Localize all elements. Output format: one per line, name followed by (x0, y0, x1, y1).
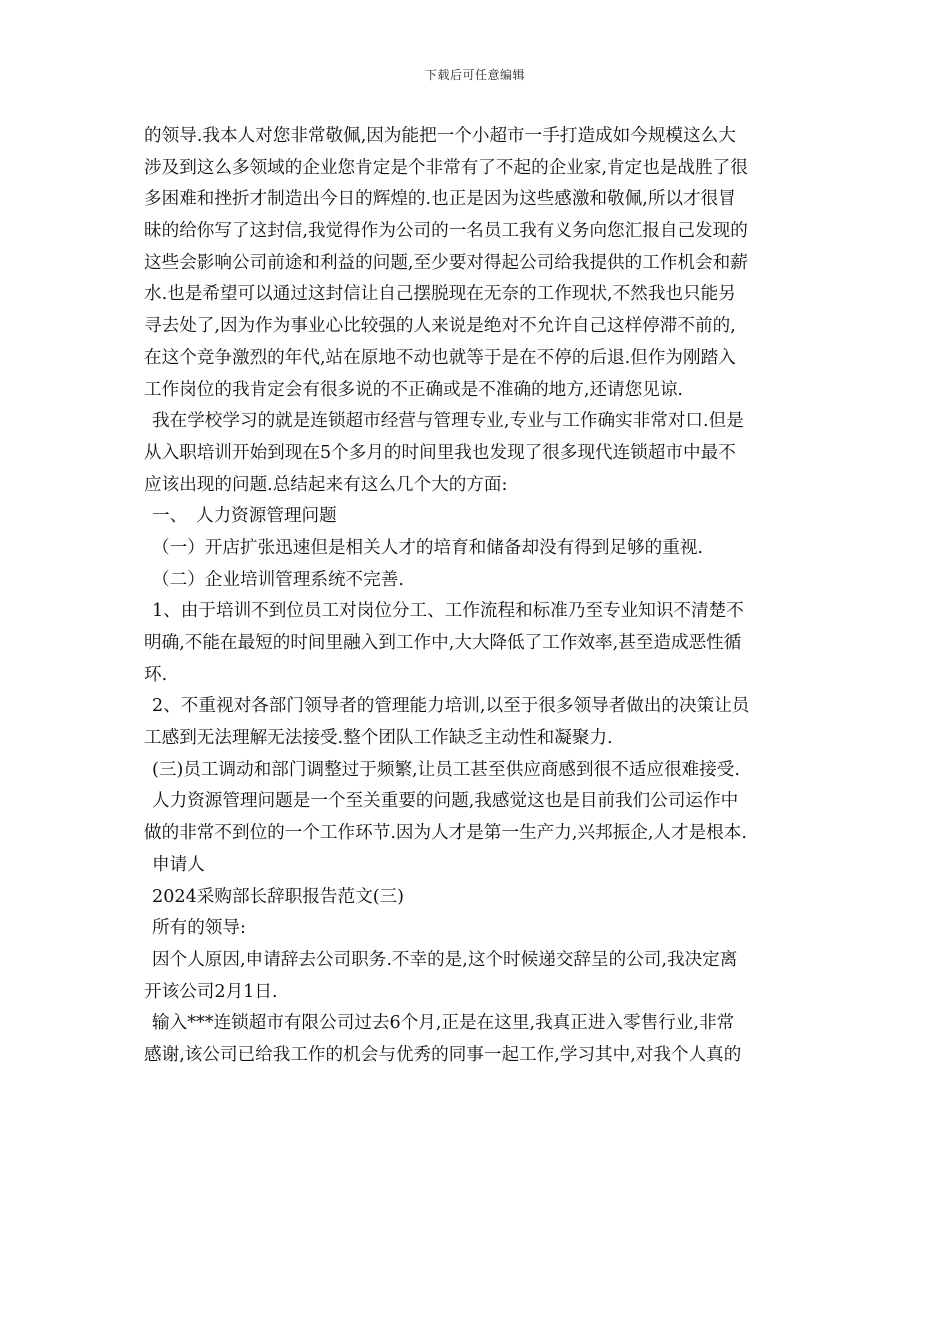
text-line: 寻去处了,因为作为事业心比较强的人来说是绝对不允许自己这样停滞不前的, (144, 316, 736, 337)
text-line: 输入***连锁超市有限公司过去6个月,正是在这里,我真正进入零售行业,非常 (152, 1013, 735, 1034)
text-line: 这些会影响公司前途和利益的问题,至少要对得起公司给我提供的工作机会和薪 (144, 252, 748, 273)
text-line: 应该出现的问题.总结起来有这么几个大的方面: (144, 474, 508, 495)
text-line: 明确,不能在最短的时间里融入到工作中,大大降低了工作效率,甚至造成恶性循 (144, 633, 742, 653)
text-line: （二）企业培训管理系统不完善. (152, 569, 404, 590)
text-line: 人力资源管理问题是一个至关重要的问题,我感觉这也是目前我们公司运作中 (152, 791, 739, 812)
text-line: 因个人原因,申请辞去公司职务.不幸的是,这个时候递交辞呈的公司,我决定离 (152, 949, 738, 970)
text-line: (三)员工调动和部门调整过于频繁,让员工甚至供应商感到很不适应很难接受. (152, 759, 740, 780)
signature-label: 申请人 (152, 854, 205, 875)
text-line: 我在学校学习的就是连锁超市经营与管理专业,专业与工作确实非常对口.但是 (152, 411, 744, 432)
document-title: 2024采购部长辞职报告范文(三) (152, 886, 405, 907)
text-line: 从入职培训开始到现在5个多月的时间里我也发现了很多现代连锁超市中最不 (144, 442, 736, 463)
text-line: 水.也是希望可以通过这封信让自己摆脱现在无奈的工作现状,不然我也只能另 (144, 284, 736, 305)
text-line: 1、由于培训不到位员工对岗位分工、工作流程和标准乃至专业知识不清楚不 (152, 601, 744, 622)
text-line: 工作岗位的我肯定会有很多说的不正确或是不准确的地方,还请您见谅. (144, 379, 684, 400)
text-line: 开该公司2月1日. (144, 981, 278, 1002)
text-line: 2、不重视对各部门领导者的管理能力培训,以至于很多领导者做出的决策让员 (152, 696, 750, 717)
section-heading: 一、 人力资源管理问题 (152, 506, 337, 527)
text-line: 感谢,该公司已给我工作的机会与优秀的同事一起工作,学习其中,对我个人真的 (144, 1044, 742, 1065)
text-line: 的领导.我本人对您非常敬佩,因为能把一个小超市一手打造成如今规模这么大 (144, 126, 736, 146)
text-line: 环. (144, 664, 168, 685)
text-line: 做的非常不到位的一个工作环节.因为人才是第一生产力,兴邦振企,人才是根本. (144, 823, 747, 844)
document-body (144, 121, 812, 1072)
text-line: 在这个竞争激烈的年代,站在原地不动也就等于是在不停的后退.但作为刚踏入 (144, 347, 736, 368)
page-header: 下载后可任意编辑 (424, 68, 525, 82)
text-line: 多困难和挫折才制造出今日的辉煌的.也正是因为这些感激和敬佩,所以才很冒 (144, 189, 736, 210)
text-line: （一）开店扩张迅速但是相关人才的培育和储备却没有得到足够的重视. (152, 537, 704, 558)
text-line: 昧的给你写了这封信,我觉得作为公司的一名员工我有义务向您汇报自己发现的 (144, 221, 748, 242)
text-line: 工感到无法理解无法接受.整个团队工作缺乏主动性和凝聚力. (144, 728, 613, 749)
salutation: 所有的领导: (152, 918, 246, 939)
text-line: 涉及到这么多领域的企业您肯定是个非常有了不起的企业家,肯定也是战胜了很 (144, 157, 748, 178)
